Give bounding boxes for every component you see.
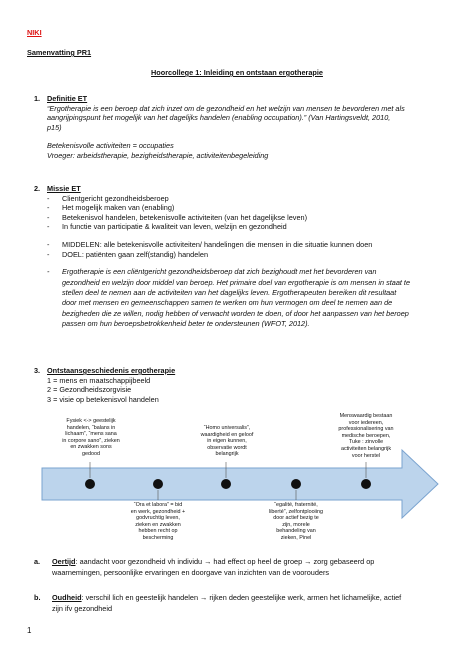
label-line: en werk, gezondheid +: [130, 508, 186, 515]
label-line: “Homo universalis”,: [203, 425, 251, 431]
paragraph-line: bezigheden die ze willen, nodig hebben of verwacht worden te doen, of door het aanpassen van het beroep: [62, 308, 409, 318]
timeline-label-modern: [328, 413, 404, 459]
label-line: medische beroepen,: [341, 432, 391, 439]
label-line: observatie wordt: [207, 444, 247, 451]
label-line: handelen, “balans in: [66, 424, 116, 431]
label-line: door actief bezig te: [273, 515, 319, 522]
paragraph-line: Ergotherapie is een cliëntgericht gezondheidsberoep dat zich bezighoudt met het bevorderen van: [62, 267, 377, 277]
label-line: zijn, morele: [282, 521, 310, 528]
label-line: godvruchtig leven,: [136, 515, 180, 522]
section-1-number: 1.: [34, 94, 41, 103]
item-text: : verschil lich en geestelijk handelen → rijken deden geestelijke werk, armen het lichamelijke, actief: [81, 593, 402, 602]
timeline-label-enlightenment: [258, 502, 334, 542]
timeline-dot: [291, 479, 301, 489]
timeline-label-middle-ages: [122, 502, 194, 542]
label-line: lichaam”, “mens sana: [65, 431, 117, 438]
legend-line: 2 = Gezondheidszorgvisie: [47, 385, 132, 395]
list-item: - Het mogelijk maken van (enabling): [47, 203, 410, 213]
item-letter: a.: [34, 557, 41, 566]
label-line: zieken, Pinel: [280, 534, 312, 541]
paragraph-line: passen om hun beroepsbetrokkenheid beter te ondersteunen (WFOT, 2012).: [62, 319, 310, 329]
label-line: in eigen kunnen,: [207, 438, 247, 445]
list-item: - Betekenisvol handelen, betekenisvolle activiteiten (van het dagelijkse leven): [47, 213, 410, 223]
former-names: Vroeger: arbeidstherapie, bezigheidstherapie, activiteitenbegeleiding: [47, 150, 269, 160]
item-text: : aandacht voor gezondheid vh individu → had effect op heel de groep → zorg gebaseerd op: [75, 557, 375, 566]
list-item: - Clientgericht gezondheidsberoep: [47, 194, 410, 204]
paragraph-line: door met mensen en gemeenschappen samen te werken om hun vermogen om deel te nemen aan de: [62, 298, 393, 308]
list-item: - DOEL: patiënten gaan zelf(standig) handelen: [47, 250, 410, 260]
label-line: Tuke : zinvolle: [348, 439, 384, 446]
label-line: behandeling van: [276, 528, 316, 535]
document-title: Samenvatting PR1: [27, 48, 92, 57]
label-line: activiteiten belangrijk: [340, 445, 392, 452]
lecture-title: Hoorcollege 1: Inleiding en ontstaan ergotherapie: [151, 68, 323, 77]
paragraph-line: gezondheid en welzijn door middel van beroep. Het primaire doel van ergotherapie is om mensen in staat te: [62, 277, 411, 287]
section-2-number: 2.: [34, 184, 41, 193]
definition-quote-line: “Ergotherapie is een beroep dat zich inzet om de gezondheid en het welzijn van mensen te bevorderen met als: [47, 103, 405, 113]
section-2-title: Missie ET: [47, 184, 81, 193]
item-text: waarnemingen, persoonlijke ervaringen en doorgave van inzichten van de voorouders: [52, 568, 330, 577]
section-1-title: Definitie ET: [47, 94, 88, 103]
timeline-label-renaissance: [192, 425, 262, 458]
label-line: belangrijk: [215, 451, 239, 458]
definition-quote-line: aangrijpingspunt het mogelijk van het dagelijks handelen (enabling occupation).” (Van Hartingsveldt, 2010,: [47, 113, 391, 123]
section-3-title: Ontstaansgeschiedenis ergotherapie: [47, 366, 176, 375]
legend-line: 3 = visie op betekenisvol handelen: [47, 394, 159, 404]
header-tag: NIKI: [27, 28, 42, 37]
item-term: Oertijd: [52, 557, 76, 566]
timeline-dot: [361, 479, 371, 489]
label-line: gedood: [82, 450, 100, 457]
paragraph-line: stellen deel te nemen aan de activiteiten van het dagelijks leven. Ergotherapeuten bereiken dit resultaat: [62, 287, 397, 297]
label-line: hebben recht op: [138, 528, 178, 535]
section-3-number: 3.: [34, 366, 41, 375]
history-item-b: [34, 592, 401, 614]
label-line: “Ora et labora” = bid: [133, 502, 183, 508]
label-line: bescherming: [142, 534, 174, 541]
timeline-dot: [221, 479, 231, 489]
label-line: “egalité, fraternité,: [274, 502, 318, 508]
list-item: - In functie van participatie & kwaliteit van leven, welzijn en gezondheid: [47, 222, 410, 232]
item-letter: b.: [34, 593, 41, 602]
timeline-dot: [85, 479, 95, 489]
timeline-dot: [153, 479, 163, 489]
label-line: en zwakken sons: [70, 444, 112, 451]
definition-quote-line: p15): [47, 122, 62, 132]
label-line: Fysiek <-> geestelijk: [66, 418, 116, 424]
label-line: voor iedereen,: [348, 419, 384, 426]
legend-line: 1 = mens en maatschappijbeeld: [47, 375, 151, 385]
history-item-a: [34, 556, 374, 578]
item-text: zijn ifv gezondheid: [52, 604, 113, 613]
item-term: Oudheid: [52, 593, 82, 602]
label-line: professionalisering van: [338, 426, 394, 433]
label-line: in corpore sano”, zieken: [62, 437, 120, 444]
label-line: liberté”, zelfontplooiing: [269, 508, 323, 515]
label-line: voor herstel: [351, 452, 381, 459]
label-line: zieken en zwakken: [135, 521, 181, 528]
page-number: 1: [27, 626, 32, 635]
list-item: - MIDDELEN: alle betekenisvolle activiteiten/ handelingen die mensen in die situatie kunnen doen: [47, 240, 410, 250]
timeline-arrow: [42, 450, 438, 518]
label-line: waardigheid en geloof: [200, 431, 254, 438]
occupation-definition: Betekenisvolle activiteiten = occupaties: [47, 141, 174, 151]
timeline-label-prehistory: [56, 418, 126, 458]
label-line: Menswaardig bestaan: [339, 413, 393, 419]
